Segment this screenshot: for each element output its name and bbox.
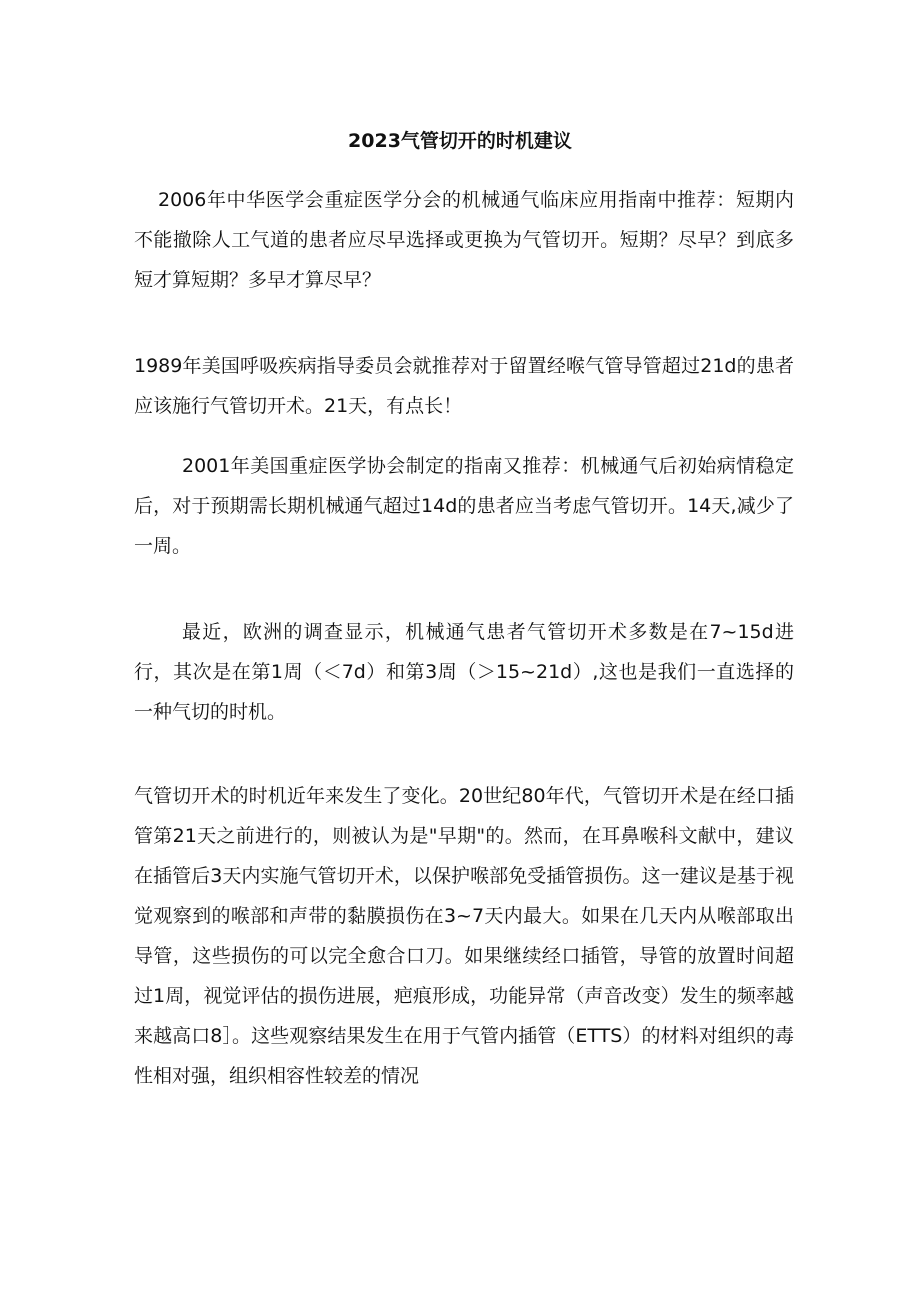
paragraph-europe-survey: 最近，欧洲的调查显示，机械通气患者气管切开术多数是在7~15d进行，其次是在第1周（＜7d）和第3周（＞15~21d）,这也是我们一直选择的一种气切的时机。 — [134, 621, 794, 723]
document-title: 2023气管切开的时机建议 — [348, 130, 572, 152]
paragraph-guideline-2006: 2006年中华医学会重症医学分会的机械通气临床应用指南中推荐：短期内不能撤除人工气道的患者应尽早选择或更换为气管切开。短期？尽早？到底多短才算短期？多早才算尽早？ — [134, 189, 794, 291]
paragraph-timing-history: 气管切开术的时机近年来发生了变化。20世纪80年代，气管切开术是在经口插管第21天之前进行的，则被认为是"早期"的。然而，在耳鼻喉科文献中，建议在插管后3天内实施气管切开术，以保护喉部免受插管损伤。这一建议是基于视觉观察到的喉部和声带的黏膜损伤在3~7天内最大。如果在几天内从喉部取出导管，这些损伤的可以完全愈合口刀。如果继续经口插管，导管的放置时间超过1周，视觉评估的损伤进展，疤痕形成，功能异常（声音改变）发生的频率越来越高口8］。这些观察结果发生在用于气管内插管（ETTS）的材料对组织的毒性相对强，组织相容性较差的情况 — [134, 785, 794, 1087]
paragraph-guideline-2001: 2001年美国重症医学协会制定的指南又推荐：机械通气后初始病情稳定后，对于预期需长期机械通气超过14d的患者应当考虑气管切开。14天,减少了一周。 — [134, 455, 794, 557]
paragraph-guideline-1989: 1989年美国呼吸疾病指导委员会就推荐对于留置经喉气管导管超过21d的患者应该施行气管切开术。21天，有点长！ — [134, 355, 794, 417]
